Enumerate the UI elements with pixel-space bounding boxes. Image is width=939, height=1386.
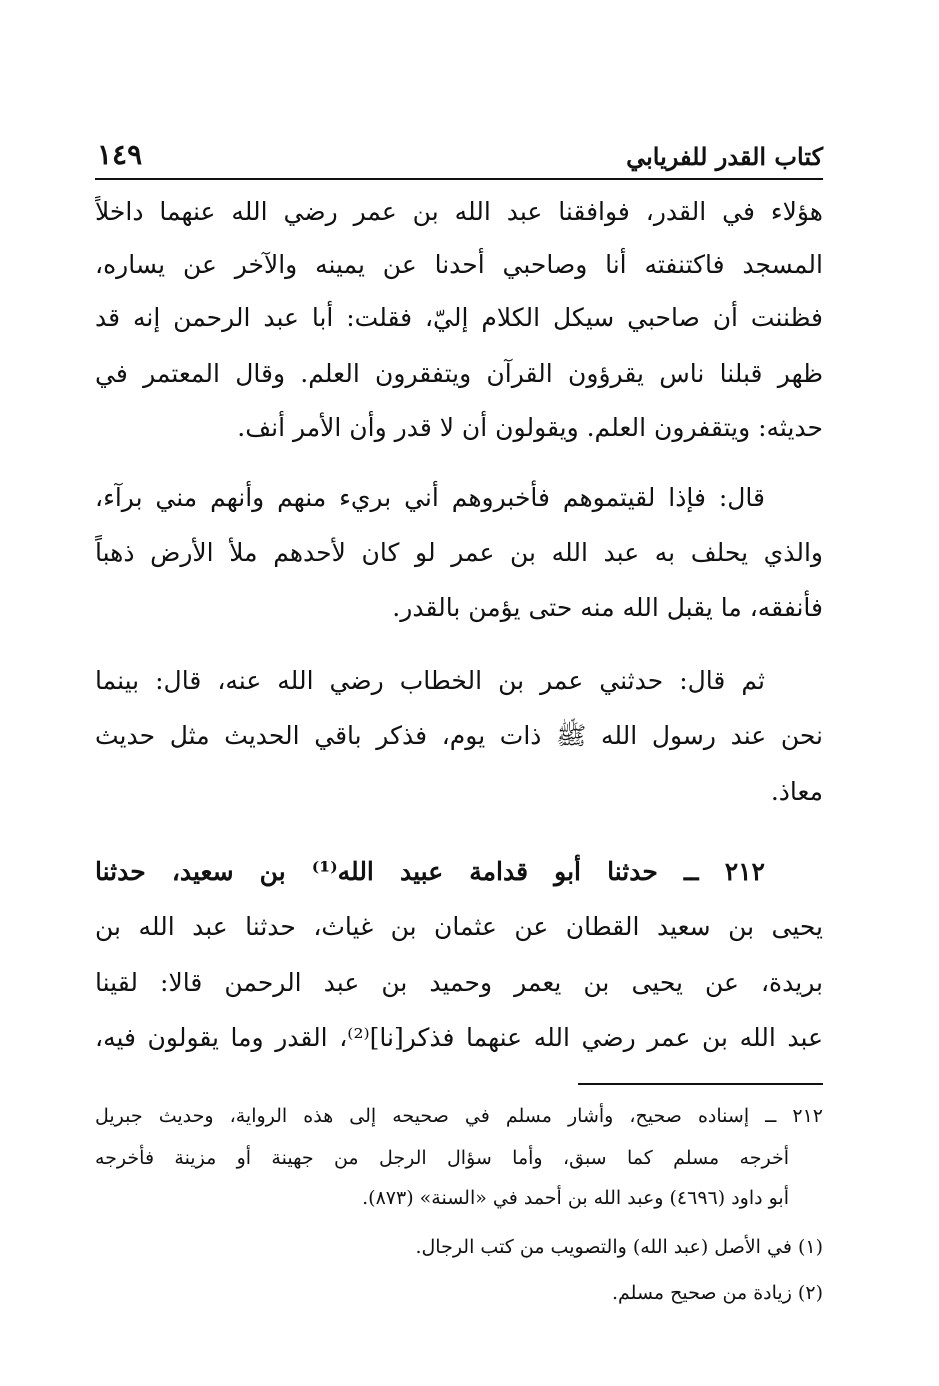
body-line: عبد الله بن عمر رضي الله عنهما فذكر[نا]⁽²⁾، القدر وما يقولون فيه، bbox=[95, 1023, 823, 1052]
body-line: حديثه: ويتقفرون العلم. ويقولون أن لا قدر وأن الأمر أنف. bbox=[237, 413, 823, 442]
body-line: ظهر قبلنا ناس يقرؤون القرآن ويتفقرون العلم. وقال المعتمر في bbox=[95, 359, 823, 388]
body-line: يحيى بن سعيد القطان عن عثمان بن غياث، حدثنا عبد الله بن bbox=[95, 912, 823, 941]
footnote-separator bbox=[578, 1083, 823, 1085]
footnote-2: (٢) زيادة من صحيح مسلم. bbox=[611, 1282, 823, 1304]
footnote-line: أبو داود (٤٦٩٦) وعبد الله بن أحمد في «السنة» (٨٧٣). bbox=[362, 1187, 789, 1209]
body-line: ثم قال: حدثني عمر بن الخطاب رضي الله عنه، قال: بينما bbox=[95, 666, 765, 695]
body-line: المسجد فاكتنفته أنا وصاحبي أحدنا عن يمينه والآخر عن يساره، bbox=[95, 250, 823, 279]
footnote-1: (١) في الأصل (عبد الله) والتصويب من كتب الرجال. bbox=[415, 1236, 823, 1258]
page-header bbox=[95, 138, 823, 180]
hadith-212-line: ٢١٢ ــ حدثنا أبو قدامة عبيد الله⁽¹⁾ بن سعيد، حدثنا bbox=[95, 857, 765, 886]
body-line: فظننت أن صاحبي سيكل الكلام إليّ، فقلت: أبا عبد الرحمن إنه قد bbox=[95, 303, 823, 332]
body-line: بريدة، عن يحيى بن يعمر وحميد بن عبد الرحمن قالا: لقينا bbox=[95, 968, 823, 997]
footnote-line: ٢١٢ ــ إسناده صحيح، وأشار مسلم في صحيحه إلى هذه الرواية، وحديث جبريل bbox=[95, 1105, 823, 1127]
page-number: ١٤٩ bbox=[97, 138, 143, 171]
body-line: قال: فإذا لقيتموهم فأخبروهم أني بريء منهم وأنهم مني برآء، bbox=[95, 483, 765, 512]
footnote-line: أخرجه مسلم كما سبق، وأما سؤال الرجل من جهينة أو مزينة فأخرجه bbox=[95, 1147, 789, 1169]
body-line: هؤلاء في القدر، فوافقنا عبد الله بن عمر رضي الله عنهما داخلاً bbox=[95, 197, 823, 226]
running-title: كتاب القدر للفريابي bbox=[626, 142, 823, 171]
body-line: فأنفقه، ما يقبل الله منه حتى يؤمن بالقدر. bbox=[392, 593, 823, 622]
body-line: نحن عند رسول الله ﷺ ذات يوم، فذكر باقي الحديث مثل حديث bbox=[95, 721, 823, 750]
body-line: معاذ. bbox=[770, 777, 823, 806]
body-line: والذي يحلف به عبد الله بن عمر لو كان لأحدهم ملأ الأرض ذهباً bbox=[95, 538, 823, 567]
